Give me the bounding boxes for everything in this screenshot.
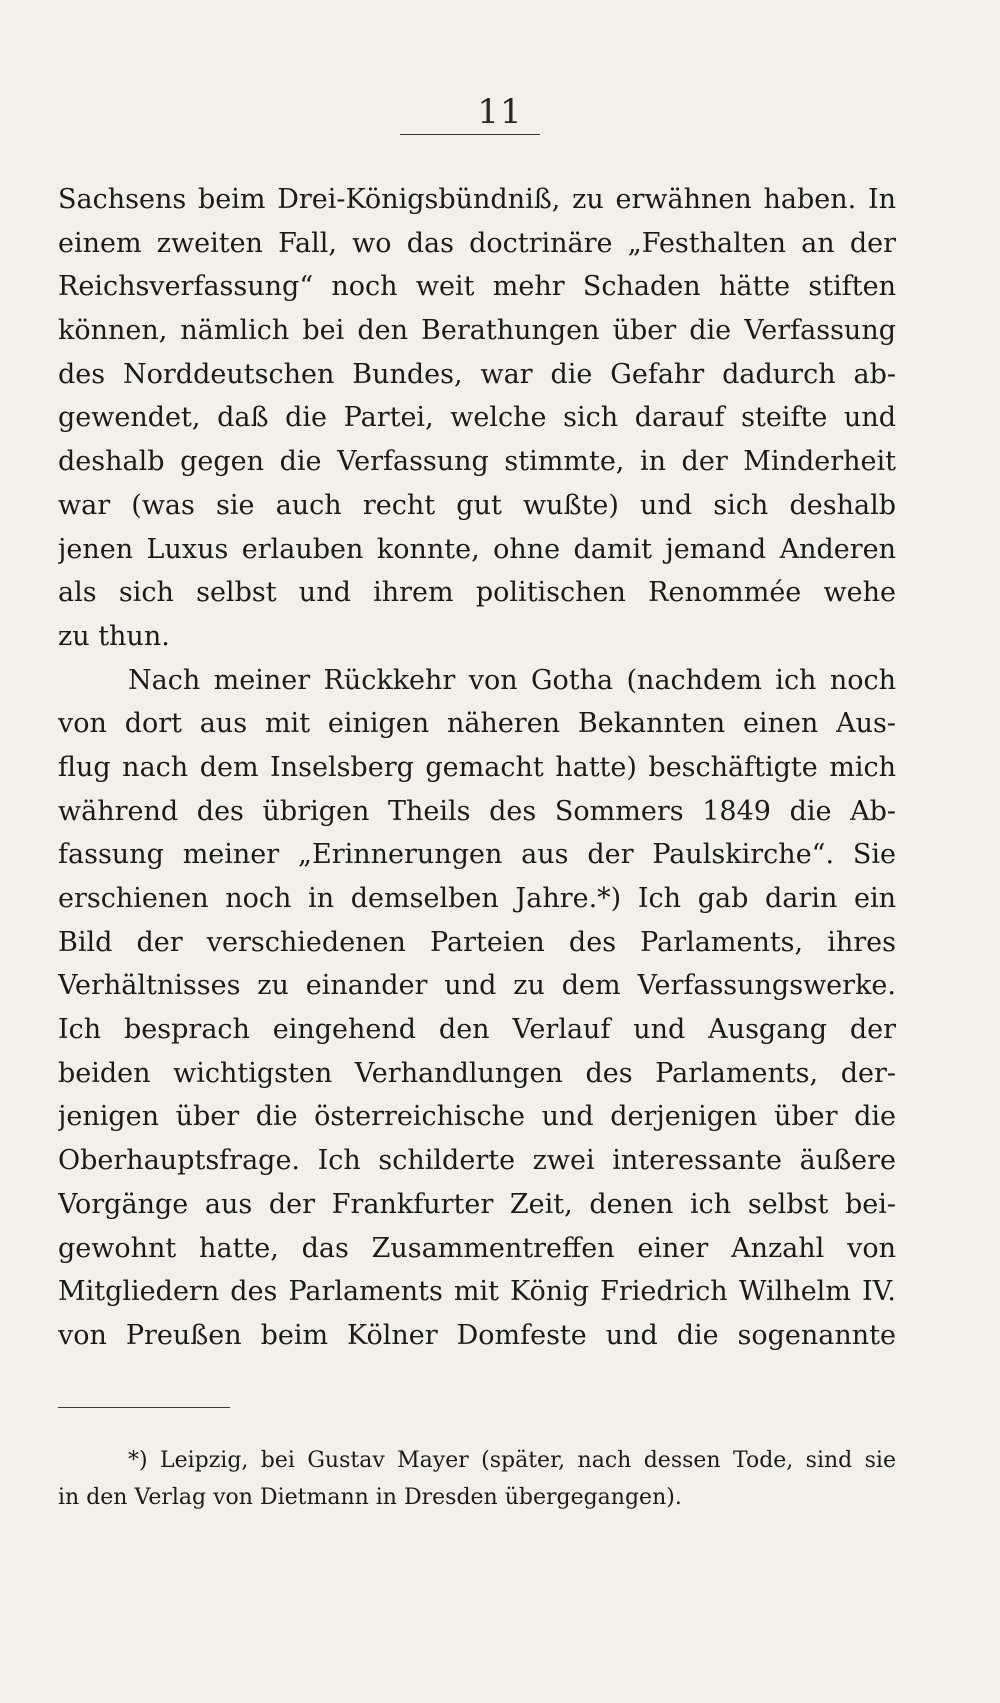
text-line: gewendet, daß die Partei, welche sich darauf steifte und <box>58 402 896 434</box>
text-line: gewohnt hatte, das Zusammentreffen einer Anzahl von <box>58 1232 896 1264</box>
text-line: jenen Luxus erlauben konnte, ohne damit jemand Anderen <box>58 533 896 565</box>
text-line: Bild der verschiedenen Parteien des Parlaments, ihres <box>58 926 896 958</box>
footnote-line: *) Leipzig, bei Gustav Mayer (später, nach dessen Tode, sind sie <box>128 1448 896 1473</box>
text-line: von dort aus mit einigen näheren Bekannten einen Aus- <box>58 708 896 740</box>
text-line: können, nämlich bei den Berathungen über die Verfassung <box>58 315 896 347</box>
text-line: erschienen noch in demselben Jahre.*) Ich gab darin ein <box>58 883 896 914</box>
footnote-rule <box>58 1407 230 1408</box>
text-line: von Preußen beim Kölner Domfeste und die sogenannte <box>58 1319 896 1351</box>
text-line: flug nach dem Inselsberg gemacht hatte) beschäftigte mich <box>58 751 896 783</box>
text-line: Reichsverfassung“ noch weit mehr Schaden hätte stiften <box>58 271 896 303</box>
text-line: während des übrigen Theils des Sommers 1849 die Ab- <box>58 795 896 827</box>
text-line: Mitgliedern des Parlaments mit König Friedrich Wilhelm IV. <box>58 1276 896 1308</box>
header-rule <box>400 134 540 135</box>
text-line: jenigen über die österreichische und derjenigen über die <box>58 1101 896 1133</box>
text-line: als sich selbst und ihrem politischen Renommée wehe <box>58 577 896 609</box>
paragraph-start-line: Nach meiner Rückkehr von Gotha (nachdem ich noch <box>128 664 896 696</box>
text-line: beiden wichtigsten Verhandlungen des Parlaments, der- <box>58 1057 896 1089</box>
text-line: Ich besprach eingehend den Verlauf und Ausgang der <box>58 1014 896 1046</box>
text-line: Sachsens beim Drei-Königsbündniß, zu erwähnen haben. In <box>58 184 896 215</box>
body-text <box>58 178 896 1358</box>
text-line: Verhältnisses zu einander und zu dem Verfassungswerke. <box>58 970 896 1002</box>
text-line: einem zweiten Fall, wo das doctrinäre „Festhalten an der <box>58 227 896 259</box>
text-line: Oberhauptsfrage. Ich schilderte zwei interessante äußere <box>58 1145 896 1177</box>
footnote-line: in den Verlag von Dietmann in Dresden übergegangen). <box>58 1485 682 1510</box>
footnote <box>58 1442 896 1516</box>
text-line: war (was sie auch recht gut wußte) und sich deshalb <box>58 489 896 521</box>
text-line: des Norddeutschen Bundes, war die Gefahr dadurch ab- <box>58 358 896 390</box>
text-line: fassung meiner „Erinnerungen aus der Paulskirche“. Sie <box>58 839 896 871</box>
paragraph-end-line: zu thun. <box>58 620 170 652</box>
text-line: deshalb gegen die Verfassung stimmte, in der Minderheit <box>58 446 896 478</box>
text-line: Vorgänge aus der Frankfurter Zeit, denen ich selbst bei- <box>58 1188 896 1220</box>
page-number: 11 <box>477 92 523 132</box>
